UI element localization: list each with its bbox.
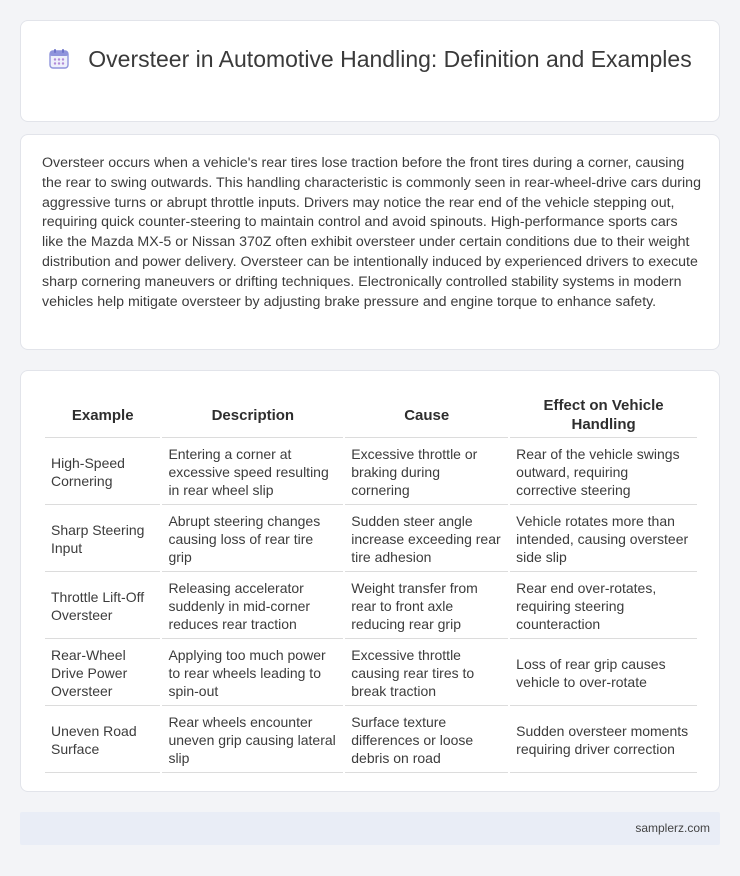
cell-cause: Excessive throttle or braking during cornering — [345, 438, 508, 505]
table-row — [45, 639, 697, 706]
table-row — [45, 706, 697, 773]
intro-paragraph: Oversteer occurs when a vehicle's rear tires lose traction before the front tires during a corner, causing the rear to swing outwards. This handling characteristic is commonly seen in rear-wheel-drive cars during aggressive turns or abrupt throttle inputs. Drivers may notice the rear end of the vehicle stepping out, requiring quick counter-steering to maintain control and avoid spinouts. High-performance sports cars like the Mazda MX-5 or Nissan 370Z often exhibit oversteer under certain conditions due to their weight distribution and power delivery. Oversteer can be intentionally induced by experienced drivers to execute sharp cornering maneuvers or drifting techniques. Electronically controlled stability systems in modern vehicles help mitigate oversteer by adjusting brake pressure and engine torque to enhance safety. — [42, 155, 701, 310]
table-header-row — [45, 392, 697, 438]
cell-example: Throttle Lift-Off Oversteer — [45, 572, 160, 639]
header-cause: Cause — [345, 392, 508, 438]
cell-description: Applying too much power to rear wheels leading to spin-out — [162, 639, 343, 706]
cell-example: Rear-Wheel Drive Power Oversteer — [45, 639, 160, 706]
intro-card — [20, 134, 720, 350]
cell-effect: Rear end over-rotates, requiring steering counteraction — [510, 572, 697, 639]
calendar-icon — [48, 48, 70, 70]
cell-description: Rear wheels encounter uneven grip causing lateral slip — [162, 706, 343, 773]
footer-site-link[interactable]: samplerz.com — [635, 821, 710, 835]
table-card — [20, 370, 720, 792]
cell-example: Uneven Road Surface — [45, 706, 160, 773]
header-example: Example — [45, 392, 160, 438]
header-effect: Effect on Vehicle Handling — [510, 392, 697, 438]
table-row — [45, 505, 697, 572]
table-row — [45, 572, 697, 639]
cell-effect: Sudden oversteer moments requiring driver correction — [510, 706, 697, 773]
table-row — [45, 438, 697, 505]
cell-effect: Rear of the vehicle swings outward, requiring corrective steering — [510, 438, 697, 505]
cell-cause: Weight transfer from rear to front axle reducing rear grip — [345, 572, 508, 639]
cell-cause: Surface texture differences or loose debris on road — [345, 706, 508, 773]
cell-effect: Vehicle rotates more than intended, causing oversteer side slip — [510, 505, 697, 572]
header-description: Description — [162, 392, 343, 438]
page-title: Oversteer in Automotive Handling: Definition and Examples — [88, 46, 692, 72]
examples-table — [43, 392, 699, 773]
title-card — [20, 20, 720, 122]
footer-bar — [20, 812, 720, 845]
cell-example: Sharp Steering Input — [45, 505, 160, 572]
cell-description: Entering a corner at excessive speed resulting in rear wheel slip — [162, 438, 343, 505]
cell-cause: Excessive throttle causing rear tires to break traction — [345, 639, 508, 706]
cell-description: Abrupt steering changes causing loss of rear tire grip — [162, 505, 343, 572]
page-title-wrap — [21, 45, 719, 74]
cell-cause: Sudden steer angle increase exceeding rear tire adhesion — [345, 505, 508, 572]
cell-description: Releasing accelerator suddenly in mid-corner reduces rear traction — [162, 572, 343, 639]
cell-example: High-Speed Cornering — [45, 438, 160, 505]
cell-effect: Loss of rear grip causes vehicle to over-rotate — [510, 639, 697, 706]
